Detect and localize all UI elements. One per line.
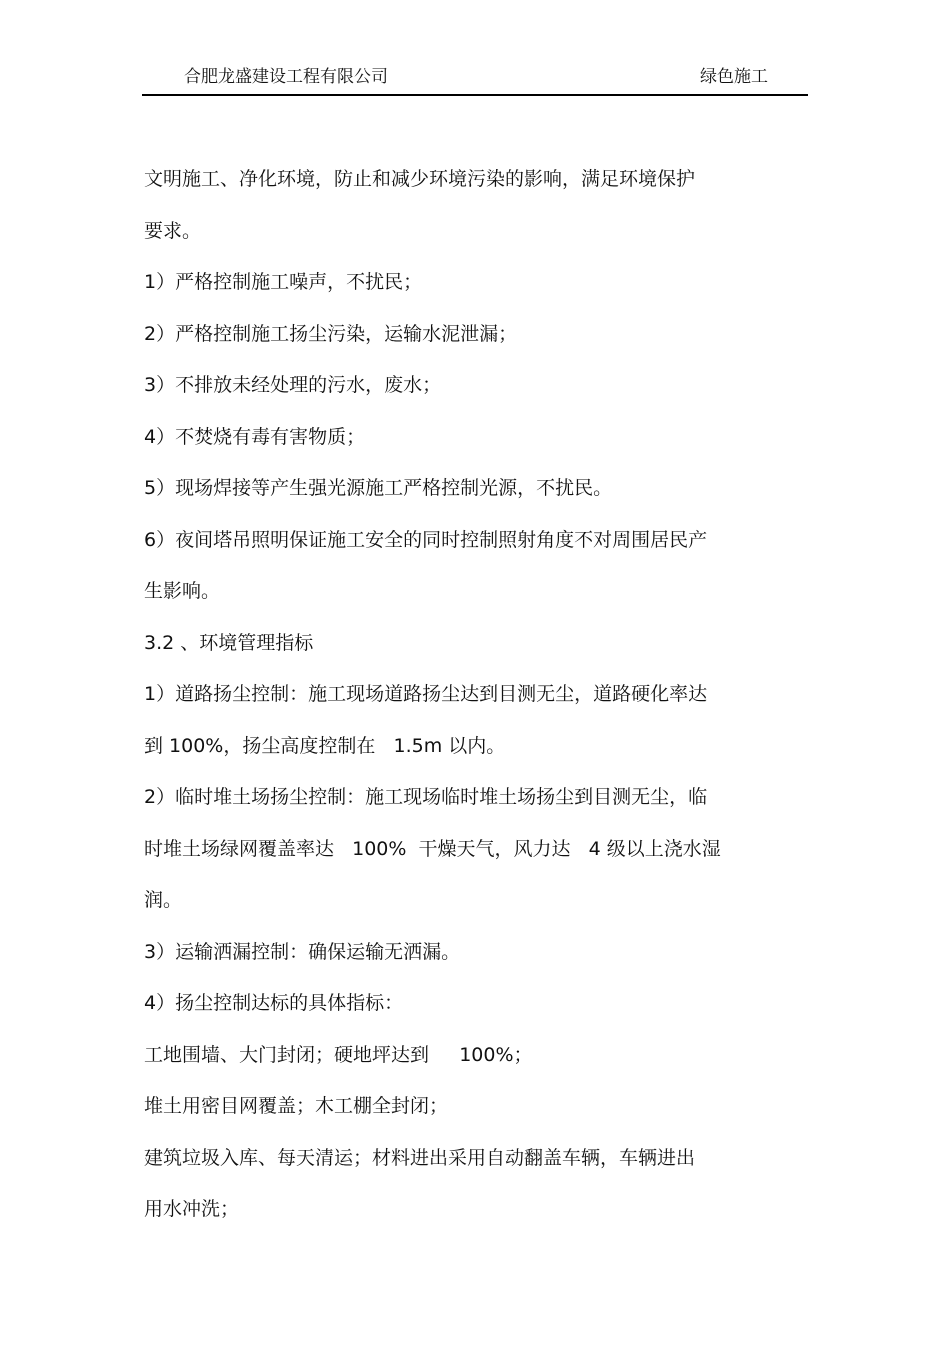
paragraph-line: 堆土用密目网覆盖；木工棚全封闭； — [144, 1095, 449, 1117]
section-heading: 3.2 、环境管理指标 — [144, 631, 314, 654]
list-item: 2）临时堆土场扬尘控制：施工现场临时堆土场扬尘到目测无尘，临 — [144, 786, 708, 808]
header-company-name: 合肥龙盛建设工程有限公司 — [184, 67, 388, 87]
list-item: 6）夜间塔吊照明保证施工安全的同时控制照射角度不对周围居民产 — [144, 528, 708, 551]
list-item: 4）扬尘控制达标的具体指标： — [144, 992, 404, 1014]
paragraph-line: 工地围墙、大门封闭；硬地坪达到 100%； — [144, 1043, 533, 1066]
paragraph-line: 文明施工、净化环境，防止和减少环境污染的影响，满足环境保护 — [144, 168, 696, 190]
paragraph-line: 用水冲洗； — [144, 1198, 240, 1220]
list-item: 2）严格控制施工扬尘污染，运输水泥泄漏； — [144, 322, 518, 345]
header-section-title: 绿色施工 — [700, 67, 768, 87]
paragraph-line: 要求。 — [144, 219, 202, 242]
list-item: 3）不排放未经处理的污水，废水； — [144, 374, 442, 396]
list-item-continuation: 到 100%，扬尘高度控制在 1.5m 以内。 — [144, 734, 506, 757]
list-item: 1）道路扬尘控制：施工现场道路扬尘达到目测无尘，道路硬化率达 — [144, 683, 708, 705]
list-item: 5）现场焊接等产生强光源施工严格控制光源，不扰民。 — [144, 477, 613, 499]
list-item: 3）运输洒漏控制：确保运输无洒漏。 — [144, 940, 461, 963]
list-item-continuation: 润。 — [144, 889, 183, 911]
document-body — [144, 162, 784, 1244]
list-item: 4）不焚烧有毒有害物质； — [144, 425, 366, 448]
list-item: 1）严格控制施工噪声，不扰民； — [144, 271, 423, 293]
page-header — [142, 62, 808, 96]
paragraph-line: 建筑垃圾入库、每天清运；材料进出采用自动翻盖车辆，车辆进出 — [144, 1146, 696, 1169]
list-item-continuation: 生影响。 — [144, 580, 221, 602]
list-item-continuation: 时堆土场绿网覆盖率达 100% 干燥天气，风力达 4 级以上浇水湿 — [144, 837, 721, 860]
